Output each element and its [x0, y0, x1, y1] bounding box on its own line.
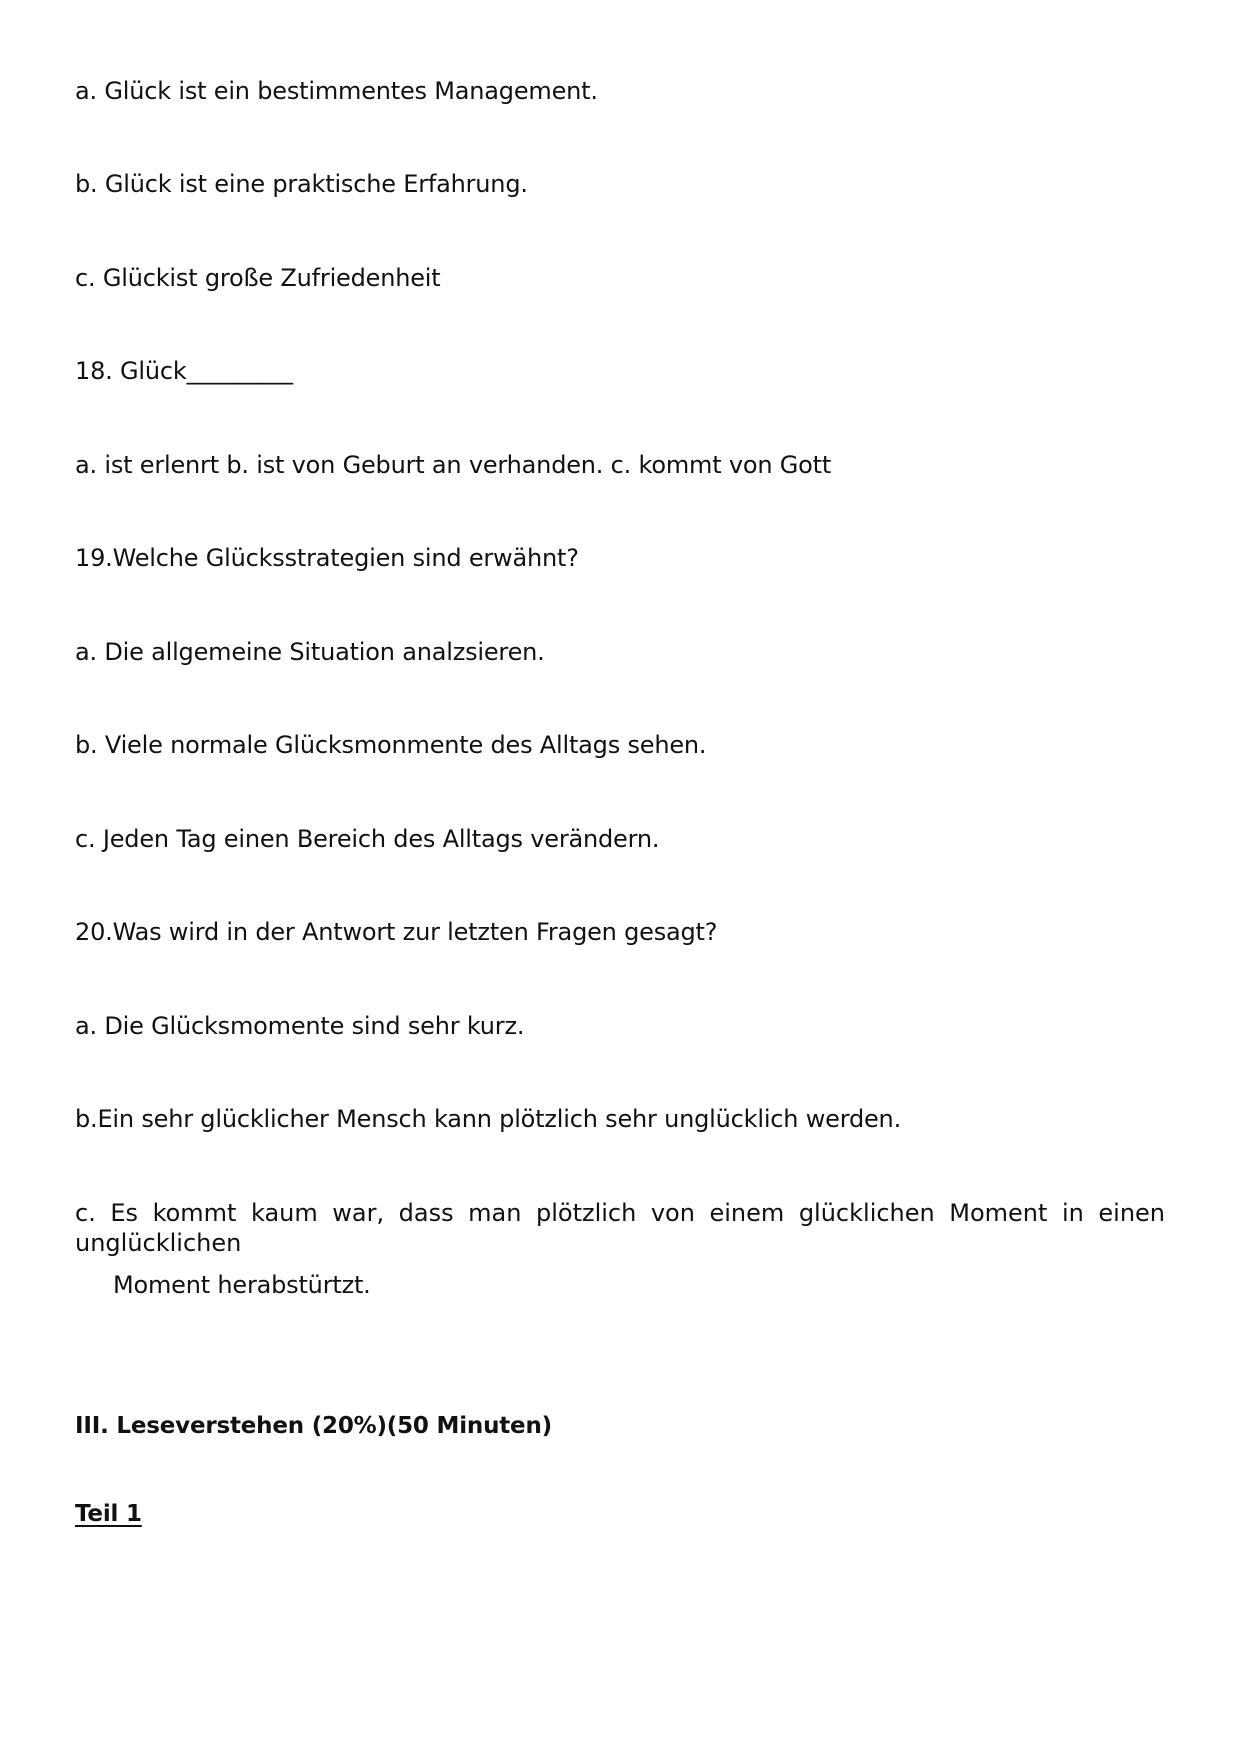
q18-stem: 18. Glück_________	[75, 357, 293, 385]
q17-option-b: b. Glück ist eine praktische Erfahrung.	[75, 170, 528, 198]
part-heading: Teil 1	[75, 1501, 142, 1527]
q20-option-b: b.Ein sehr glücklicher Mensch kann plötzlich sehr unglücklich werden.	[75, 1105, 902, 1133]
section-heading: III. Leseverstehen (20%)(50 Minuten)	[75, 1413, 552, 1439]
q17-option-c: c. Glückist große Zufriedenheit	[75, 264, 441, 292]
q19-option-c: c. Jeden Tag einen Bereich des Alltags verändern.	[75, 825, 660, 853]
q19-stem: 19.Welche Glücksstrategien sind erwähnt?	[75, 544, 579, 572]
q17-option-a: a. Glück ist ein bestimmentes Management.	[75, 77, 598, 105]
q20-option-a: a. Die Glücksmomente sind sehr kurz.	[75, 1012, 525, 1040]
q19-option-b: b. Viele normale Glücksmonmente des Alltags sehen.	[75, 731, 707, 759]
q20-stem: 20.Was wird in der Antwort zur letzten Fragen gesagt?	[75, 918, 718, 946]
q19-option-a: a. Die allgemeine Situation analzsieren.	[75, 638, 545, 666]
q20-option-c-continuation: Moment herabstürtzt.	[113, 1271, 371, 1299]
q18-options: a. ist erlenrt b. ist von Geburt an verhanden. c. kommt von Gott	[75, 451, 832, 479]
q20-option-c: c. Es kommt kaum war, dass man plötzlich von einem glücklichen Moment in einen unglücklichen	[75, 1199, 1165, 1257]
